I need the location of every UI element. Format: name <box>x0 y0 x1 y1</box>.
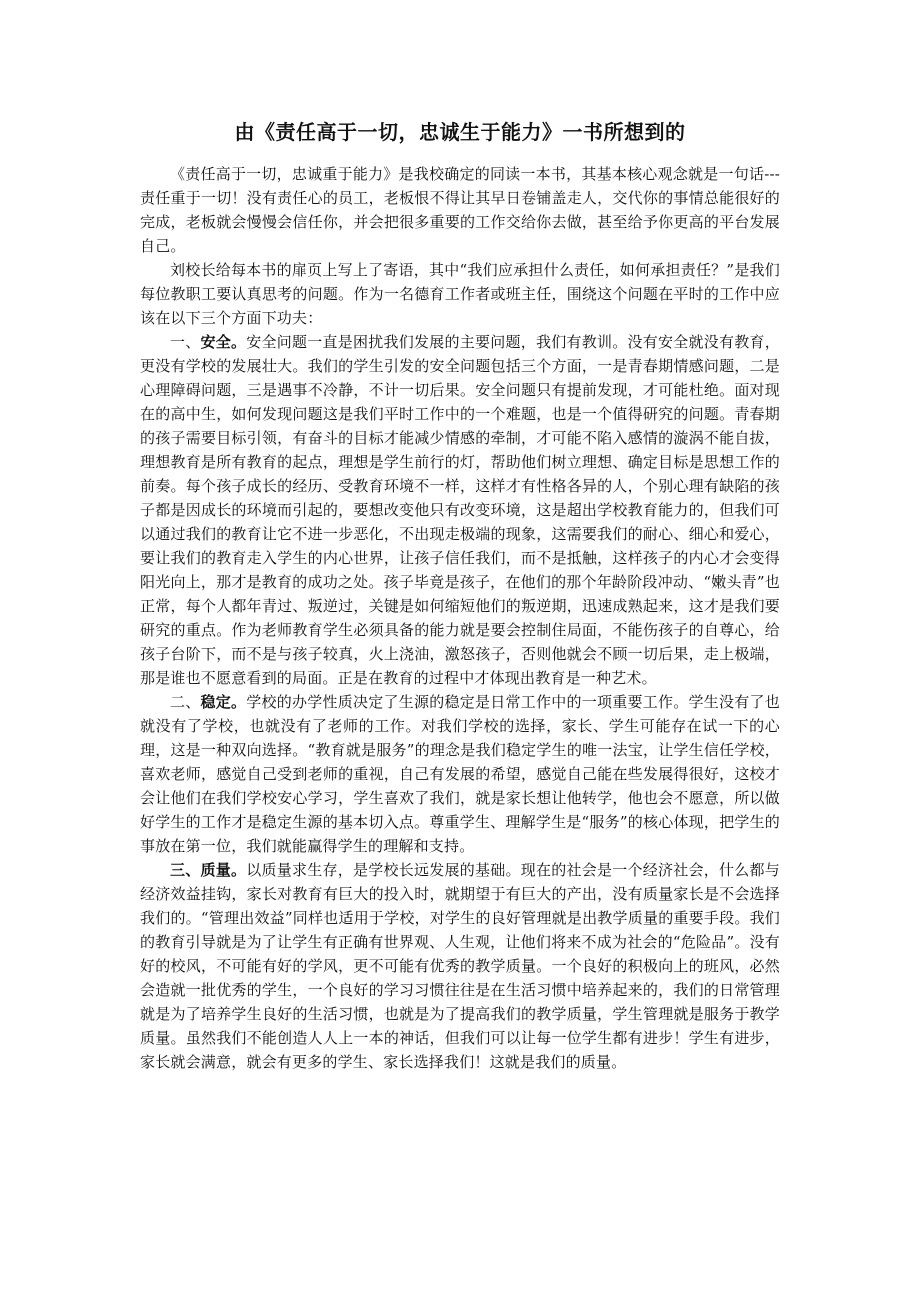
section-prefix: 一、 <box>170 333 201 351</box>
paragraph-principal-note <box>140 258 780 330</box>
section-prefix: 二、 <box>170 693 201 711</box>
section-heading: 三、质量。 <box>170 861 247 879</box>
paragraph-text: 以质量求生存，是学校长远发展的基础。现在的社会是一个经济社会，什么都与经济效益挂钩，家长对教育有巨大的投入时，就期望于有巨大的产出，没有质量家长是不会选择我们的。“管理出效益”同样也适用于学校，对学生的良好管理就是出教学质量的重要手段。我们的教育引导就是为了让学生有正确有世界观、人生观，让他们将来不成为社会的“危险品”。没有好的校风，不可能有好的学风，更不可能有优秀的教学质量。一个良好的积极向上的班风，必然会造就一批优秀的学生，一个良好的学习习惯往往是在生活习惯中培养起来的，我们的日常管理就是为了培养学生良好的生活习惯，也就是为了提高我们的教学质量，学生管理就是服务于教学质量。虽然我们不能创造人人上一本的神话，但我们可以让每一位学生都有进步！学生有进步，家长就会满意，就会有更多的学生、家长选择我们！这就是我们的质量。 <box>140 861 780 1071</box>
paragraph-text: 学校的办学性质决定了生源的稳定是日常工作中的一项重要工作。学生没有了也就没有了学校，也就没有了老师的工作。对我们学校的选择，家长、学生可能存在试一下的心理，这是一种双向选择。“教育就是服务”的理念是我们稳定学生的唯一法宝，让学生信任学校，喜欢老师，感觉自己受到老师的重视，自己有发展的希望，感觉自己能在些发展得很好，这校才会让他们在我们学校安心学习，学生喜欢了我们，就是家长想让他转学，他也会不愿意，所以做好学生的工作才是稳定生源的基本切入点。尊重学生、理解学生是“服务”的核心体现，把学生的事放在第一位，我们就能赢得学生的理解和支持。 <box>140 693 781 855</box>
paragraph-section-safety <box>140 330 780 690</box>
paragraph-section-stability <box>140 690 780 858</box>
paragraph-text: 刘校长给每本书的扉页上写上了寄语，其中“我们应承担什么责任，如何承担责任？”是我们每位教职工要认真思考的问题。作为一名德育工作者或班主任，围绕这个问题在平时的工作中应该在以下三个方面下功夫： <box>140 261 780 327</box>
section-heading: 稳定。 <box>200 693 247 711</box>
paragraph-text: 《责任高于一切，忠诚重于能力》是我校确定的同读一本书，其基本核心观念就是一句话---责任重于一切！没有责任心的员工，老板恨不得让其早日卷铺盖走人，交代你的事情总能很好的完成，老板就会慢慢会信任你，并会把很多重要的工作交给你去做，甚至给予你更高的平台发展自己。 <box>140 165 780 255</box>
section-heading: 安全。 <box>200 333 247 351</box>
document-title: 由《责任高于一切，忠诚生于能力》一书所想到的 <box>234 120 686 144</box>
paragraph-text: 安全问题一直是困扰我们发展的主要问题，我们有教训。没有安全就没有教育，更没有学校的发展壮大。我们的学生引发的安全问题包括三个方面，一是青春期情感问题，二是心理障碍问题，三是遇事不冷静，不计一切后果。安全问题只有提前发现，才可能杜绝。面对现在的高中生，如何发现问题这是我们平时工作中的一个难题，也是一个值得研究的问题。青春期的孩子需要目标引领，有奋斗的目标才能减少情感的牵制，才可能不陷入感情的漩涡不能自拔，理想教育是所有教育的起点，理想是学生前行的灯，帮助他们树立理想、确定目标是思想工作的前奏。每个孩子成长的经历、受教育环境不一样，这样才有性格各异的人，个别心理有缺陷的孩子都是因成长的环境而引起的，要想改变他只有改变环境，这是超出学校教育能力的，但我们可以通过我们的教育让它不进一步恶化，不出现走极端的现象，这需要我们的耐心、细心和爱心，要让我们的教育走入学生的内心世界，让孩子信任我们，而不是抵触，这样孩子的内心才会变得阳光向上，那才是教育的成功之处。孩子毕竟是孩子，在他们的那个年龄阶段冲动、“嫩头青”也正常，每个人都年青过、叛逆过，关键是如何缩短他们的叛逆期，迅速成熟起来，这才是我们要研究的重点。作为老师教育学生必须具备的能力就是要会控制住局面，不能伤孩子的自尊心，给孩子台阶下，而不是与孩子较真，火上浇油，激怒孩子，否则他就会不顾一切后果，走上极端，那是谁也不愿意看到的局面。正是在教育的过程中才体现出教育是一种艺术。 <box>140 333 781 687</box>
paragraph-section-quality <box>140 858 780 1074</box>
paragraph-intro <box>140 162 780 258</box>
